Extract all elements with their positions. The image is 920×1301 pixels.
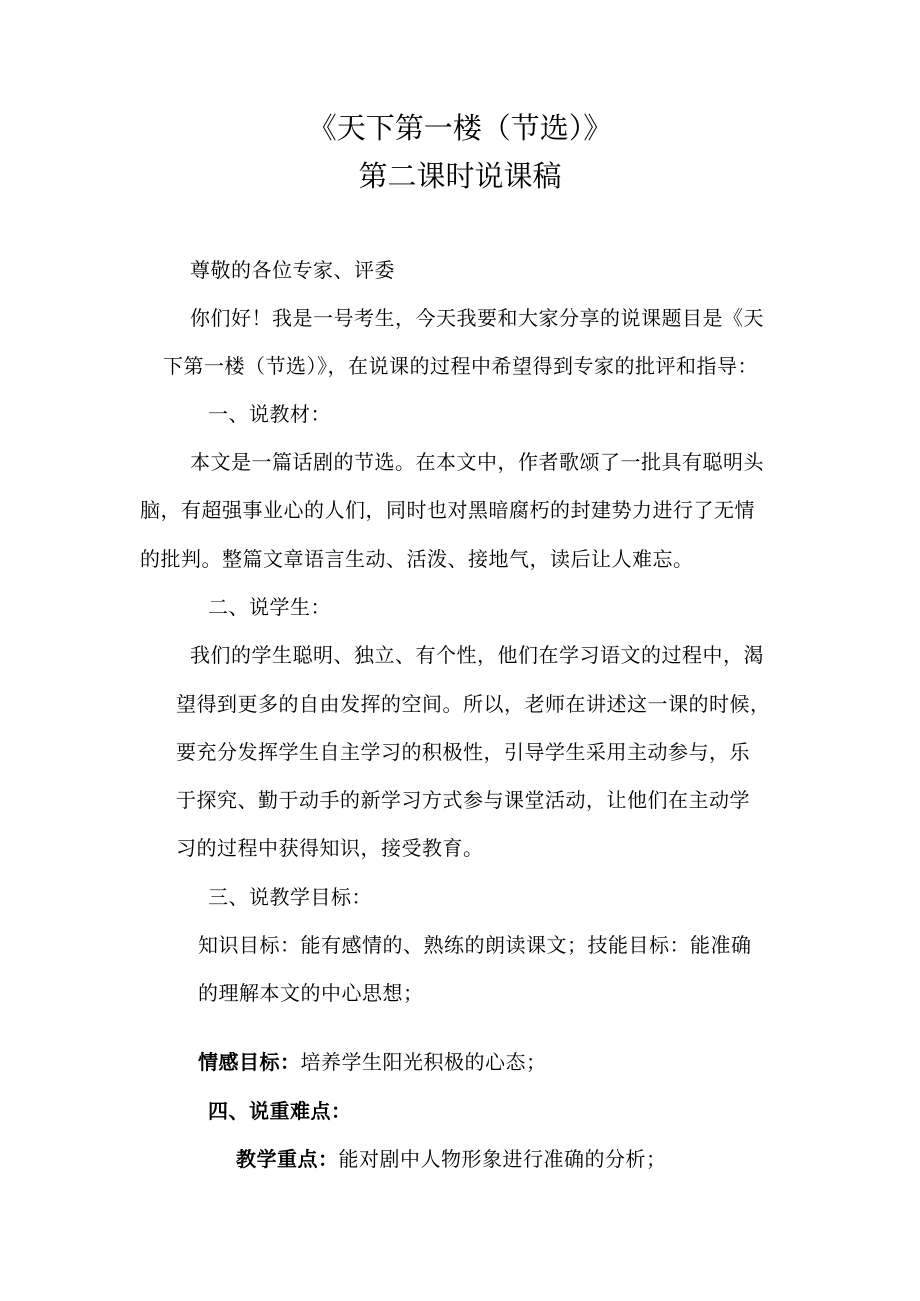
- section-2-line: 要充分发挥学生自主学习的积极性，引导学生采用主动参与，乐: [176, 740, 750, 764]
- section-3-line: 知识目标：能有感情的、熟练的朗读课文；技能目标：能准确: [198, 933, 752, 957]
- intro-line-2: 下第一楼（节选）》，在说课的过程中希望得到专家的批评和指导：: [163, 354, 758, 378]
- section-1-line: 的批判。整篇文章语言生动、活泼、接地气，读后让人难忘。: [140, 547, 694, 571]
- section-1-heading: 一、说教材：: [208, 402, 331, 426]
- teaching-key-text: 能对剧中人物形象进行准确的分析；: [338, 1147, 667, 1171]
- document-subtitle: 第二课时说课稿: [358, 159, 562, 193]
- intro-line-1: 你们好！我是一号考生，今天我要和大家分享的说课题目是《天: [190, 306, 764, 330]
- section-1-line: 脑，有超强事业心的人们，同时也对黑暗腐朽的封建势力进行了无情: [140, 498, 755, 522]
- section-2-line: 于探究、勤于动手的新学习方式参与课堂活动，让他们在主动学: [176, 788, 750, 812]
- section-3-line: 的理解本文的中心思想；: [198, 981, 424, 1005]
- section-3-heading: 三、说教学目标：: [208, 885, 372, 909]
- emotion-goal-text: 培养学生阳光积极的心态；: [300, 1050, 547, 1074]
- emotion-goal: [198, 1052, 547, 1072]
- teaching-key-point: [236, 1149, 667, 1169]
- section-4-heading: 四、说重难点：: [208, 1099, 352, 1123]
- section-2-heading: 二、说学生：: [208, 595, 331, 619]
- emotion-goal-label: 情感目标：: [198, 1050, 301, 1074]
- section-2-line: 望得到更多的自由发挥的空间。所以，老师在讲述这一课的时候，: [176, 692, 771, 716]
- teaching-key-label: 教学重点：: [236, 1147, 339, 1171]
- document-title: 《天下第一楼（节选）》: [307, 111, 613, 145]
- section-2-line: 习的过程中获得知识，接受教育。: [176, 836, 484, 860]
- greeting: 尊敬的各位专家、评委: [190, 258, 395, 282]
- section-2-line: 我们的学生聪明、独立、有个性，他们在学习语文的过程中，渴: [190, 643, 764, 667]
- section-1-line: 本文是一篇话剧的节选。在本文中，作者歌颂了一批具有聪明头: [190, 450, 764, 474]
